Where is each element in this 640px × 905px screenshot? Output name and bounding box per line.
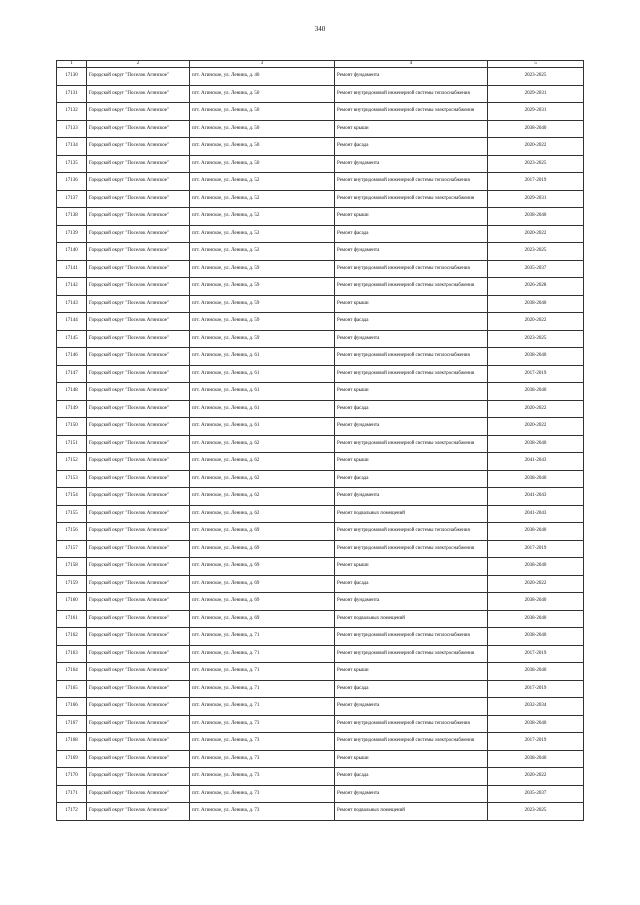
municipality-cell: Городской округ "Поселок Агинское" bbox=[87, 698, 190, 716]
municipality-cell: Городской округ "Поселок Агинское" bbox=[87, 260, 190, 278]
municipality-cell: Городской округ "Поселок Агинское" bbox=[87, 453, 190, 471]
period-cell: 2038-2040 bbox=[488, 750, 584, 768]
column-number: 4 bbox=[335, 61, 488, 68]
row-number-cell: 17149 bbox=[57, 400, 87, 418]
work-type-cell: Ремонт фундамента bbox=[335, 68, 488, 86]
row-number-cell: 17172 bbox=[57, 803, 87, 821]
address-cell: пгт. Агинское, ул. Ленина, д. 73 bbox=[190, 785, 335, 803]
table-row bbox=[57, 575, 584, 593]
row-number-cell: 17151 bbox=[57, 435, 87, 453]
work-type-cell: Ремонт фундамента bbox=[335, 785, 488, 803]
row-number-cell: 17136 bbox=[57, 173, 87, 191]
work-type-cell: Ремонт внутридомовой инженерной системы теплоснабжения bbox=[335, 628, 488, 646]
period-cell: 2017-2019 bbox=[488, 540, 584, 558]
municipality-cell: Городской округ "Поселок Агинское" bbox=[87, 470, 190, 488]
municipality-cell: Городской округ "Поселок Агинское" bbox=[87, 418, 190, 436]
address-cell: пгт. Агинское, ул. Ленина, д. 73 bbox=[190, 715, 335, 733]
work-type-cell: Ремонт фасада bbox=[335, 470, 488, 488]
row-number-cell: 17152 bbox=[57, 453, 87, 471]
row-number-cell: 17140 bbox=[57, 243, 87, 261]
row-number-cell: 17134 bbox=[57, 138, 87, 156]
address-cell: пгт. Агинское, ул. Ленина, д. 69 bbox=[190, 593, 335, 611]
row-number-cell: 17137 bbox=[57, 190, 87, 208]
work-type-cell: Ремонт внутридомовой инженерной системы электроснабжения bbox=[335, 645, 488, 663]
period-cell: 2020-2022 bbox=[488, 768, 584, 786]
municipality-cell: Городской округ "Поселок Агинское" bbox=[87, 628, 190, 646]
row-number-cell: 17169 bbox=[57, 750, 87, 768]
table-row bbox=[57, 313, 584, 331]
capital-repair-table bbox=[56, 60, 584, 821]
municipality-cell: Городской округ "Поселок Агинское" bbox=[87, 348, 190, 366]
period-cell: 2017-2019 bbox=[488, 733, 584, 751]
period-cell: 2038-2040 bbox=[488, 435, 584, 453]
address-cell: пгт. Агинское, ул. Ленина, д. 50 bbox=[190, 155, 335, 173]
period-cell: 2017-2019 bbox=[488, 645, 584, 663]
municipality-cell: Городской округ "Поселок Агинское" bbox=[87, 103, 190, 121]
period-cell: 2038-2040 bbox=[488, 628, 584, 646]
row-number-cell: 17146 bbox=[57, 348, 87, 366]
table-row bbox=[57, 488, 584, 506]
period-cell: 2038-2040 bbox=[488, 593, 584, 611]
period-cell: 2023-2025 bbox=[488, 803, 584, 821]
table-row bbox=[57, 750, 584, 768]
address-cell: пгт. Агинское, ул. Ленина, д. 69 bbox=[190, 610, 335, 628]
work-type-cell: Ремонт фундамента bbox=[335, 155, 488, 173]
address-cell: пгт. Агинское, ул. Ленина, д. 50 bbox=[190, 120, 335, 138]
municipality-cell: Городской округ "Поселок Агинское" bbox=[87, 190, 190, 208]
period-cell: 2038-2040 bbox=[488, 558, 584, 576]
table-body bbox=[57, 61, 584, 821]
table-row bbox=[57, 208, 584, 226]
work-type-cell: Ремонт внутридомовой инженерной системы электроснабжения bbox=[335, 733, 488, 751]
table-row bbox=[57, 295, 584, 313]
municipality-cell: Городской округ "Поселок Агинское" bbox=[87, 295, 190, 313]
municipality-cell: Городской округ "Поселок Агинское" bbox=[87, 715, 190, 733]
row-number-cell: 17154 bbox=[57, 488, 87, 506]
municipality-cell: Городской округ "Поселок Агинское" bbox=[87, 575, 190, 593]
address-cell: пгт. Агинское, ул. Ленина, д. 62 bbox=[190, 453, 335, 471]
work-type-cell: Ремонт внутридомовой инженерной системы электроснабжения bbox=[335, 540, 488, 558]
period-cell: 2041-2043 bbox=[488, 453, 584, 471]
work-type-cell: Ремонт крыши bbox=[335, 383, 488, 401]
period-cell: 2038-2040 bbox=[488, 383, 584, 401]
period-cell: 2038-2040 bbox=[488, 610, 584, 628]
work-type-cell: Ремонт внутридомовой инженерной системы теплоснабжения bbox=[335, 260, 488, 278]
address-cell: пгт. Агинское, ул. Ленина, д. 69 bbox=[190, 558, 335, 576]
table-row bbox=[57, 645, 584, 663]
table-row bbox=[57, 365, 584, 383]
municipality-cell: Городской округ "Поселок Агинское" bbox=[87, 750, 190, 768]
table-row bbox=[57, 418, 584, 436]
period-cell: 2029-2031 bbox=[488, 190, 584, 208]
municipality-cell: Городской округ "Поселок Агинское" bbox=[87, 243, 190, 261]
row-number-cell: 17167 bbox=[57, 715, 87, 733]
municipality-cell: Городской округ "Поселок Агинское" bbox=[87, 400, 190, 418]
row-number-cell: 17130 bbox=[57, 68, 87, 86]
municipality-cell: Городской округ "Поселок Агинское" bbox=[87, 593, 190, 611]
address-cell: пгт. Агинское, ул. Ленина, д. 71 bbox=[190, 628, 335, 646]
row-number-cell: 17163 bbox=[57, 645, 87, 663]
work-type-cell: Ремонт крыши bbox=[335, 750, 488, 768]
address-cell: пгт. Агинское, ул. Ленина, д. 61 bbox=[190, 383, 335, 401]
address-cell: пгт. Агинское, ул. Ленина, д. 52 bbox=[190, 243, 335, 261]
table-row bbox=[57, 715, 584, 733]
row-number-cell: 17153 bbox=[57, 470, 87, 488]
table-row bbox=[57, 698, 584, 716]
table-row bbox=[57, 628, 584, 646]
row-number-cell: 17143 bbox=[57, 295, 87, 313]
municipality-cell: Городской округ "Поселок Агинское" bbox=[87, 610, 190, 628]
work-type-cell: Ремонт фундамента bbox=[335, 418, 488, 436]
address-cell: пгт. Агинское, ул. Ленина, д. 71 bbox=[190, 680, 335, 698]
table-row bbox=[57, 400, 584, 418]
row-number-cell: 17164 bbox=[57, 663, 87, 681]
work-type-cell: Ремонт внутридомовой инженерной системы теплоснабжения bbox=[335, 348, 488, 366]
table-row bbox=[57, 68, 584, 86]
period-cell: 2020-2022 bbox=[488, 138, 584, 156]
municipality-cell: Городской округ "Поселок Агинское" bbox=[87, 523, 190, 541]
work-type-cell: Ремонт крыши bbox=[335, 120, 488, 138]
table-row bbox=[57, 785, 584, 803]
table-row bbox=[57, 330, 584, 348]
address-cell: пгт. Агинское, ул. Ленина, д. 62 bbox=[190, 488, 335, 506]
municipality-cell: Городской округ "Поселок Агинское" bbox=[87, 505, 190, 523]
work-type-cell: Ремонт внутридомовой инженерной системы электроснабжения bbox=[335, 435, 488, 453]
row-number-cell: 17144 bbox=[57, 313, 87, 331]
row-number-cell: 17165 bbox=[57, 680, 87, 698]
work-type-cell: Ремонт крыши bbox=[335, 208, 488, 226]
municipality-cell: Городской округ "Поселок Агинское" bbox=[87, 208, 190, 226]
table-row bbox=[57, 680, 584, 698]
table-row bbox=[57, 803, 584, 821]
row-number-cell: 17145 bbox=[57, 330, 87, 348]
municipality-cell: Городской округ "Поселок Агинское" bbox=[87, 803, 190, 821]
address-cell: пгт. Агинское, ул. Ленина, д. 71 bbox=[190, 663, 335, 681]
work-type-cell: Ремонт фасада bbox=[335, 313, 488, 331]
municipality-cell: Городской округ "Поселок Агинское" bbox=[87, 138, 190, 156]
work-type-cell: Ремонт фасада bbox=[335, 138, 488, 156]
address-cell: пгт. Агинское, ул. Ленина, д. 73 bbox=[190, 733, 335, 751]
address-cell: пгт. Агинское, ул. Ленина, д. 71 bbox=[190, 645, 335, 663]
municipality-cell: Городской округ "Поселок Агинское" bbox=[87, 785, 190, 803]
address-cell: пгт. Агинское, ул. Ленина, д. 73 bbox=[190, 750, 335, 768]
table-row bbox=[57, 610, 584, 628]
work-type-cell: Ремонт крыши bbox=[335, 558, 488, 576]
table-row bbox=[57, 260, 584, 278]
address-cell: пгт. Агинское, ул. Ленина, д. 52 bbox=[190, 190, 335, 208]
municipality-cell: Городской округ "Поселок Агинское" bbox=[87, 663, 190, 681]
work-type-cell: Ремонт фундамента bbox=[335, 698, 488, 716]
table-row bbox=[57, 243, 584, 261]
table-row bbox=[57, 733, 584, 751]
period-cell: 2029-2031 bbox=[488, 85, 584, 103]
row-number-cell: 17147 bbox=[57, 365, 87, 383]
municipality-cell: Городской округ "Поселок Агинское" bbox=[87, 645, 190, 663]
row-number-cell: 17132 bbox=[57, 103, 87, 121]
row-number-cell: 17166 bbox=[57, 698, 87, 716]
work-type-cell: Ремонт подвальных помещений bbox=[335, 803, 488, 821]
period-cell: 2038-2040 bbox=[488, 348, 584, 366]
work-type-cell: Ремонт фасада bbox=[335, 768, 488, 786]
row-number-cell: 17139 bbox=[57, 225, 87, 243]
work-type-cell: Ремонт фасада bbox=[335, 225, 488, 243]
work-type-cell: Ремонт внутридомовой инженерной системы теплоснабжения bbox=[335, 85, 488, 103]
address-cell: пгт. Агинское, ул. Ленина, д. 62 bbox=[190, 435, 335, 453]
table-row bbox=[57, 120, 584, 138]
row-number-cell: 17133 bbox=[57, 120, 87, 138]
table-row bbox=[57, 523, 584, 541]
row-number-cell: 17142 bbox=[57, 278, 87, 296]
municipality-cell: Городской округ "Поселок Агинское" bbox=[87, 330, 190, 348]
row-number-cell: 17131 bbox=[57, 85, 87, 103]
row-number-cell: 17160 bbox=[57, 593, 87, 611]
period-cell: 2029-2031 bbox=[488, 103, 584, 121]
table-row bbox=[57, 505, 584, 523]
period-cell: 2038-2040 bbox=[488, 715, 584, 733]
period-cell: 2035-2037 bbox=[488, 260, 584, 278]
row-number-cell: 17158 bbox=[57, 558, 87, 576]
table-row bbox=[57, 383, 584, 401]
period-cell: 2020-2022 bbox=[488, 575, 584, 593]
municipality-cell: Городской округ "Поселок Агинское" bbox=[87, 155, 190, 173]
row-number-cell: 17156 bbox=[57, 523, 87, 541]
address-cell: пгт. Агинское, ул. Ленина, д. 62 bbox=[190, 470, 335, 488]
period-cell: 2023-2025 bbox=[488, 155, 584, 173]
column-number: 1 bbox=[57, 61, 87, 68]
municipality-cell: Городской округ "Поселок Агинское" bbox=[87, 435, 190, 453]
address-cell: пгт. Агинское, ул. Ленина, д. 71 bbox=[190, 698, 335, 716]
table-row bbox=[57, 85, 584, 103]
address-cell: пгт. Агинское, ул. Ленина, д. 50 bbox=[190, 85, 335, 103]
column-number: 3 bbox=[190, 61, 335, 68]
period-cell: 2041-2043 bbox=[488, 488, 584, 506]
work-type-cell: Ремонт фундамента bbox=[335, 243, 488, 261]
page-number: 340 bbox=[314, 25, 326, 33]
work-type-cell: Ремонт внутридомовой инженерной системы электроснабжения bbox=[335, 190, 488, 208]
column-number: 2 bbox=[87, 61, 190, 68]
municipality-cell: Городской округ "Поселок Агинское" bbox=[87, 278, 190, 296]
address-cell: пгт. Агинское, ул. Ленина, д. 69 bbox=[190, 540, 335, 558]
period-cell: 2038-2040 bbox=[488, 470, 584, 488]
row-number-cell: 17141 bbox=[57, 260, 87, 278]
work-type-cell: Ремонт фасада bbox=[335, 575, 488, 593]
address-cell: пгт. Агинское, ул. Ленина, д. 61 bbox=[190, 418, 335, 436]
table-row bbox=[57, 225, 584, 243]
municipality-cell: Городской округ "Поселок Агинское" bbox=[87, 225, 190, 243]
table-row bbox=[57, 348, 584, 366]
row-number-cell: 17171 bbox=[57, 785, 87, 803]
table-row bbox=[57, 103, 584, 121]
work-type-cell: Ремонт внутридомовой инженерной системы электроснабжения bbox=[335, 278, 488, 296]
address-cell: пгт. Агинское, ул. Ленина, д. 73 bbox=[190, 768, 335, 786]
row-number-cell: 17155 bbox=[57, 505, 87, 523]
municipality-cell: Городской округ "Поселок Агинское" bbox=[87, 488, 190, 506]
address-cell: пгт. Агинское, ул. Ленина, д. 59 bbox=[190, 260, 335, 278]
column-number: 5 bbox=[488, 61, 584, 68]
period-cell: 2038-2040 bbox=[488, 295, 584, 313]
work-type-cell: Ремонт фасада bbox=[335, 400, 488, 418]
row-number-cell: 17159 bbox=[57, 575, 87, 593]
address-cell: пгт. Агинское, ул. Ленина, д. 52 bbox=[190, 208, 335, 226]
period-cell: 2038-2040 bbox=[488, 120, 584, 138]
table-row bbox=[57, 540, 584, 558]
address-cell: пгт. Агинское, ул. Ленина, д. 59 bbox=[190, 295, 335, 313]
table-row bbox=[57, 173, 584, 191]
municipality-cell: Городской округ "Поселок Агинское" bbox=[87, 768, 190, 786]
table-row bbox=[57, 663, 584, 681]
work-type-cell: Ремонт подвальных помещений bbox=[335, 610, 488, 628]
table-row bbox=[57, 768, 584, 786]
period-cell: 2023-2025 bbox=[488, 243, 584, 261]
period-cell: 2023-2025 bbox=[488, 68, 584, 86]
table-row bbox=[57, 593, 584, 611]
work-type-cell: Ремонт внутридомовой инженерной системы теплоснабжения bbox=[335, 715, 488, 733]
row-number-cell: 17148 bbox=[57, 383, 87, 401]
row-number-cell: 17161 bbox=[57, 610, 87, 628]
municipality-cell: Городской округ "Поселок Агинское" bbox=[87, 68, 190, 86]
row-number-cell: 17168 bbox=[57, 733, 87, 751]
work-type-cell: Ремонт фасада bbox=[335, 680, 488, 698]
municipality-cell: Городской округ "Поселок Агинское" bbox=[87, 85, 190, 103]
period-cell: 2023-2025 bbox=[488, 330, 584, 348]
column-number-row bbox=[57, 61, 584, 68]
municipality-cell: Городской округ "Поселок Агинское" bbox=[87, 120, 190, 138]
municipality-cell: Городской округ "Поселок Агинское" bbox=[87, 365, 190, 383]
table-row bbox=[57, 278, 584, 296]
period-cell: 2035-2037 bbox=[488, 785, 584, 803]
work-type-cell: Ремонт крыши bbox=[335, 663, 488, 681]
work-type-cell: Ремонт подвальных помещений bbox=[335, 505, 488, 523]
address-cell: пгт. Агинское, ул. Ленина, д. 52 bbox=[190, 225, 335, 243]
address-cell: пгт. Агинское, ул. Ленина, д. 61 bbox=[190, 348, 335, 366]
work-type-cell: Ремонт внутридомовой инженерной системы электроснабжения bbox=[335, 103, 488, 121]
period-cell: 2020-2022 bbox=[488, 418, 584, 436]
work-type-cell: Ремонт фундамента bbox=[335, 488, 488, 506]
row-number-cell: 17138 bbox=[57, 208, 87, 226]
municipality-cell: Городской округ "Поселок Агинское" bbox=[87, 173, 190, 191]
work-type-cell: Ремонт фундамента bbox=[335, 330, 488, 348]
table-row bbox=[57, 470, 584, 488]
row-number-cell: 17157 bbox=[57, 540, 87, 558]
work-type-cell: Ремонт крыши bbox=[335, 453, 488, 471]
municipality-cell: Городской округ "Поселок Агинское" bbox=[87, 558, 190, 576]
work-type-cell: Ремонт внутридомовой инженерной системы теплоснабжения bbox=[335, 523, 488, 541]
municipality-cell: Городской округ "Поселок Агинское" bbox=[87, 680, 190, 698]
address-cell: пгт. Агинское, ул. Ленина, д. 50 bbox=[190, 103, 335, 121]
period-cell: 2020-2022 bbox=[488, 400, 584, 418]
municipality-cell: Городской округ "Поселок Агинское" bbox=[87, 733, 190, 751]
address-cell: пгт. Агинское, ул. Ленина, д. 61 bbox=[190, 400, 335, 418]
work-type-cell: Ремонт фундамента bbox=[335, 593, 488, 611]
period-cell: 2038-2040 bbox=[488, 523, 584, 541]
period-cell: 2038-2040 bbox=[488, 208, 584, 226]
address-cell: пгт. Агинское, ул. Ленина, д. 52 bbox=[190, 173, 335, 191]
address-cell: пгт. Агинское, ул. Ленина, д. 69 bbox=[190, 523, 335, 541]
address-cell: пгт. Агинское, ул. Ленина, д. 73 bbox=[190, 803, 335, 821]
work-type-cell: Ремонт внутридомовой инженерной системы электроснабжения bbox=[335, 365, 488, 383]
period-cell: 2038-2040 bbox=[488, 663, 584, 681]
work-type-cell: Ремонт крыши bbox=[335, 295, 488, 313]
table-row bbox=[57, 558, 584, 576]
address-cell: пгт. Агинское, ул. Ленина, д. 62 bbox=[190, 505, 335, 523]
table-row bbox=[57, 138, 584, 156]
address-cell: пгт. Агинское, ул. Ленина, д. 59 bbox=[190, 313, 335, 331]
work-type-cell: Ремонт внутридомовой инженерной системы теплоснабжения bbox=[335, 173, 488, 191]
row-number-cell: 17170 bbox=[57, 768, 87, 786]
row-number-cell: 17135 bbox=[57, 155, 87, 173]
period-cell: 2017-2019 bbox=[488, 365, 584, 383]
table-row bbox=[57, 190, 584, 208]
period-cell: 2041-2043 bbox=[488, 505, 584, 523]
address-cell: пгт. Агинское, ул. Ленина, д. 50 bbox=[190, 138, 335, 156]
table-row bbox=[57, 453, 584, 471]
address-cell: пгт. Агинское, ул. Ленина, д. 69 bbox=[190, 575, 335, 593]
table-row bbox=[57, 155, 584, 173]
table-row bbox=[57, 435, 584, 453]
period-cell: 2026-2028 bbox=[488, 278, 584, 296]
address-cell: пгт. Агинское, ул. Ленина, д. 59 bbox=[190, 330, 335, 348]
period-cell: 2020-2022 bbox=[488, 225, 584, 243]
address-cell: пгт. Агинское, ул. Ленина, д. 46 bbox=[190, 68, 335, 86]
municipality-cell: Городской округ "Поселок Агинское" bbox=[87, 383, 190, 401]
period-cell: 2032-2034 bbox=[488, 698, 584, 716]
period-cell: 2020-2022 bbox=[488, 313, 584, 331]
address-cell: пгт. Агинское, ул. Ленина, д. 61 bbox=[190, 365, 335, 383]
municipality-cell: Городской округ "Поселок Агинское" bbox=[87, 540, 190, 558]
period-cell: 2017-2019 bbox=[488, 173, 584, 191]
address-cell: пгт. Агинское, ул. Ленина, д. 59 bbox=[190, 278, 335, 296]
municipality-cell: Городской округ "Поселок Агинское" bbox=[87, 313, 190, 331]
row-number-cell: 17162 bbox=[57, 628, 87, 646]
row-number-cell: 17150 bbox=[57, 418, 87, 436]
period-cell: 2017-2019 bbox=[488, 680, 584, 698]
